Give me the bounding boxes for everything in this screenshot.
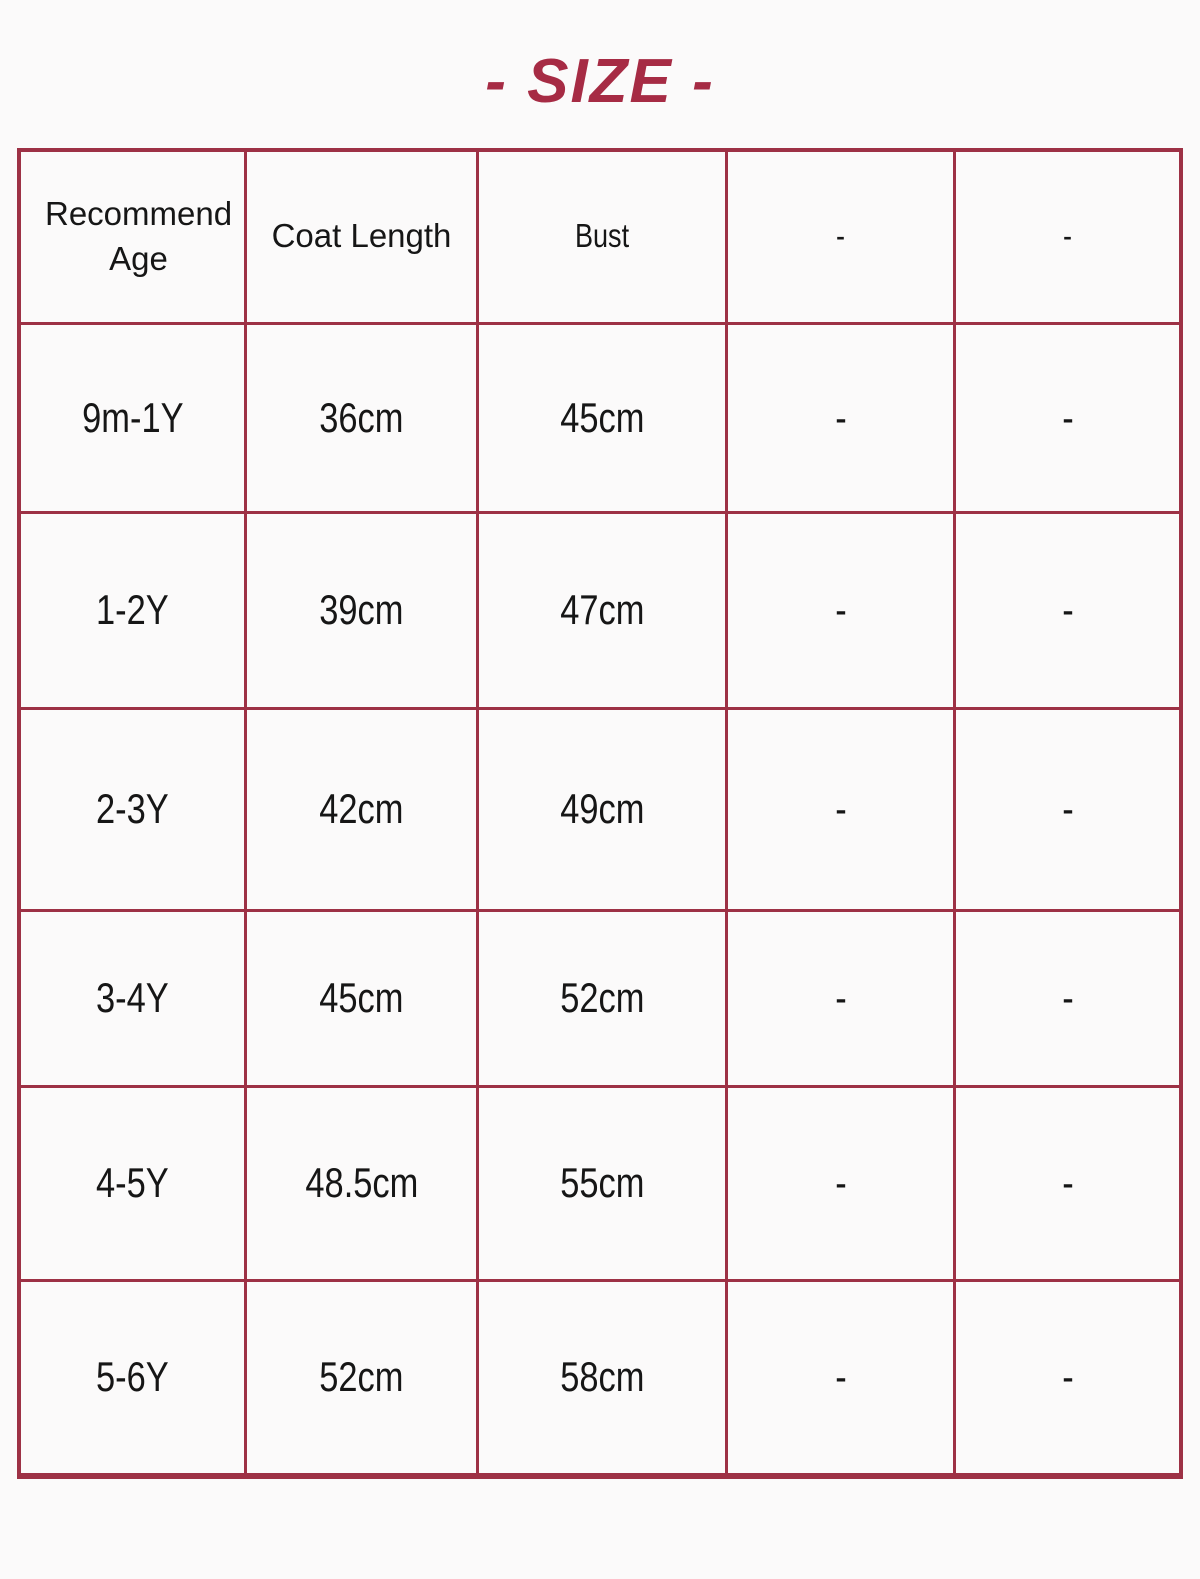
table-row (19, 1280, 1181, 1476)
header-label: - (835, 217, 846, 255)
cell-empty (727, 1086, 955, 1280)
cell-bust (478, 1086, 727, 1280)
cell-bust (478, 708, 727, 910)
cell-value: - (834, 1159, 847, 1206)
cell-value: 45cm (559, 393, 645, 441)
header-label: Recommend Age (45, 195, 233, 277)
cell-value: 5-6Y (96, 1353, 169, 1401)
cell-value: 58cm (559, 1353, 645, 1401)
cell-age (19, 1086, 246, 1280)
cell-value: 9m-1Y (81, 393, 184, 441)
cell-value: 52cm (319, 1353, 404, 1401)
cell-value: - (1061, 586, 1074, 633)
header-label: - (1062, 217, 1073, 255)
cell-coat-length (246, 910, 478, 1086)
header-label: Coat Length (271, 217, 452, 255)
cell-age (19, 1280, 246, 1476)
header-cell-empty-1 (727, 150, 955, 323)
header-cell-bust (478, 150, 727, 323)
header-cell-recommend-age (19, 150, 246, 323)
cell-age (19, 708, 246, 910)
cell-value: - (834, 586, 847, 633)
cell-value: - (834, 1353, 847, 1401)
cell-bust (478, 1280, 727, 1476)
cell-empty (955, 1086, 1182, 1280)
cell-empty (955, 708, 1182, 910)
header-cell-coat-length (246, 150, 478, 323)
table-row (19, 910, 1181, 1086)
cell-value: 39cm (319, 586, 404, 633)
header-cell-empty-2 (955, 150, 1182, 323)
cell-age (19, 910, 246, 1086)
cell-empty (727, 708, 955, 910)
cell-empty (955, 910, 1182, 1086)
cell-bust (478, 512, 727, 708)
cell-value: 55cm (559, 1159, 645, 1206)
cell-value: 47cm (559, 586, 645, 633)
cell-value: - (834, 785, 847, 832)
cell-empty (727, 910, 955, 1086)
cell-empty (727, 512, 955, 708)
cell-coat-length (246, 512, 478, 708)
size-table (17, 148, 1183, 1479)
cell-value: - (1061, 1353, 1074, 1401)
table-row (19, 323, 1181, 512)
cell-value: 3-4Y (96, 974, 169, 1021)
cell-empty (955, 512, 1182, 708)
cell-bust (478, 910, 727, 1086)
header-label: Bust (574, 217, 630, 255)
cell-value: - (1061, 1159, 1074, 1206)
cell-empty (955, 323, 1182, 512)
cell-empty (727, 1280, 955, 1476)
cell-value: 42cm (319, 785, 404, 832)
table-row (19, 708, 1181, 910)
table-row (19, 1086, 1181, 1280)
cell-value: - (1061, 393, 1074, 441)
cell-value: 52cm (559, 974, 645, 1021)
cell-age (19, 512, 246, 708)
cell-value: 45cm (319, 974, 404, 1021)
cell-value: - (834, 393, 847, 441)
table-row (19, 512, 1181, 708)
cell-value: 4-5Y (96, 1159, 169, 1206)
cell-value: 2-3Y (96, 785, 169, 832)
cell-value: 36cm (319, 393, 404, 441)
cell-coat-length (246, 1280, 478, 1476)
cell-value: 49cm (559, 785, 645, 832)
table-header-row (19, 150, 1181, 323)
cell-value: - (1061, 785, 1074, 832)
cell-value: - (834, 974, 847, 1021)
cell-empty (955, 1280, 1182, 1476)
cell-bust (478, 323, 727, 512)
cell-value: 1-2Y (96, 586, 169, 633)
cell-coat-length (246, 708, 478, 910)
cell-age (19, 323, 246, 512)
page-title: - SIZE - (485, 47, 715, 116)
cell-coat-length (246, 323, 478, 512)
cell-value: 48.5cm (305, 1159, 418, 1206)
cell-coat-length (246, 1086, 478, 1280)
cell-value: - (1061, 974, 1074, 1021)
cell-empty (727, 323, 955, 512)
